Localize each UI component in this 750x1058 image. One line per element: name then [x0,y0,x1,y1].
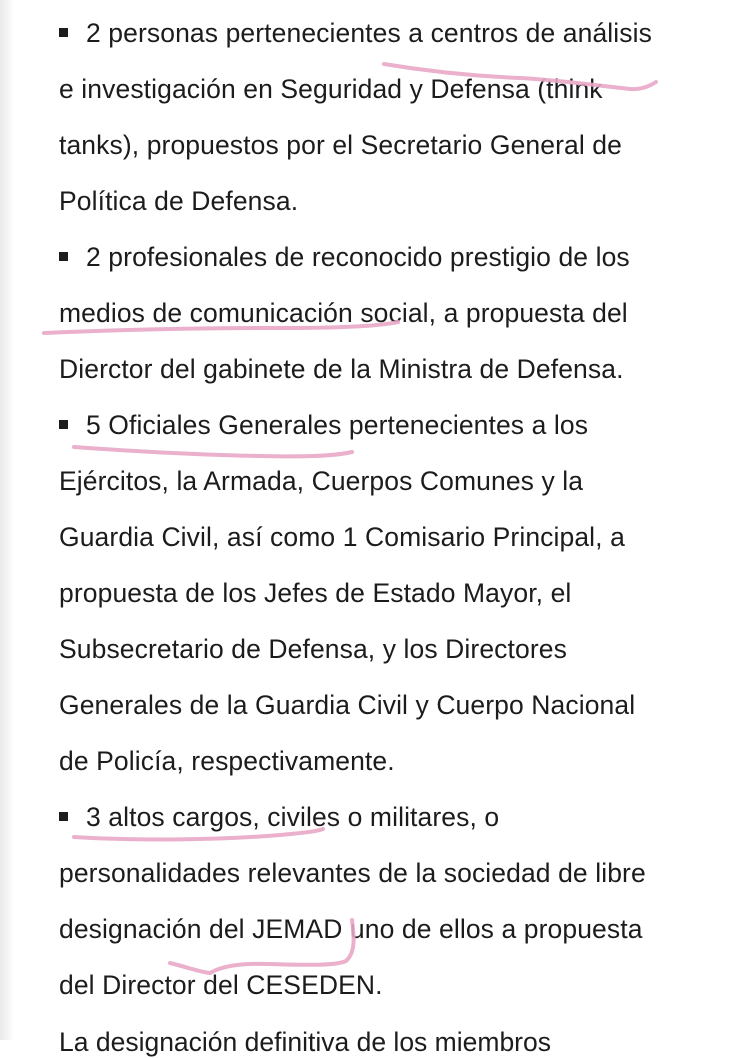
text-line: personalidades relevantes de la sociedad de libre [59,858,646,888]
text-line: 2 profesionales de reconocido prestigio de los [86,242,630,272]
text-line: 3 altos cargos, civiles o militares, o [86,802,500,832]
cutoff-text-line [59,1027,551,1057]
bullet-marker [59,420,68,429]
text-line: designación del JEMAD uno de ellos a propuesta [59,914,643,944]
bullet-marker [59,28,68,37]
text-line: del Director del CESEDEN. [59,970,383,1000]
cutoff-text: La designación definitiva de los miembros [59,1027,551,1057]
text-line: medios de comunicación social, a propuesta del [59,298,628,328]
text-line: Ejércitos, la Armada, Cuerpos Comunes y la [59,466,584,496]
text-line: tanks), propuestos por el Secretario General de [59,130,622,160]
underline-oficiales-generales [74,447,352,456]
text-line: Dierctor del gabinete de la Ministra de Defensa. [59,354,624,384]
text-line: Política de Defensa. [59,186,299,216]
text-line: e investigación en Seguridad y Defensa (think [59,74,603,104]
text-line: 5 Oficiales Generales pertenecientes a los [86,410,589,440]
text-line: Subsecretario de Defensa, y los Directores [59,634,567,664]
text-line: de Policía, respectivamente. [59,746,395,776]
bullet-marker [59,812,68,821]
text-line: Guardia Civil, así como 1 Comisario Principal, a [59,522,625,552]
text-line: 2 personas pertenecientes a centros de análisis [86,18,652,48]
text-line: Generales de la Guardia Civil y Cuerpo Nacional [59,690,636,720]
text-line: propuesta de los Jefes de Estado Mayor, el [59,578,572,608]
bullet-marker [59,252,68,261]
